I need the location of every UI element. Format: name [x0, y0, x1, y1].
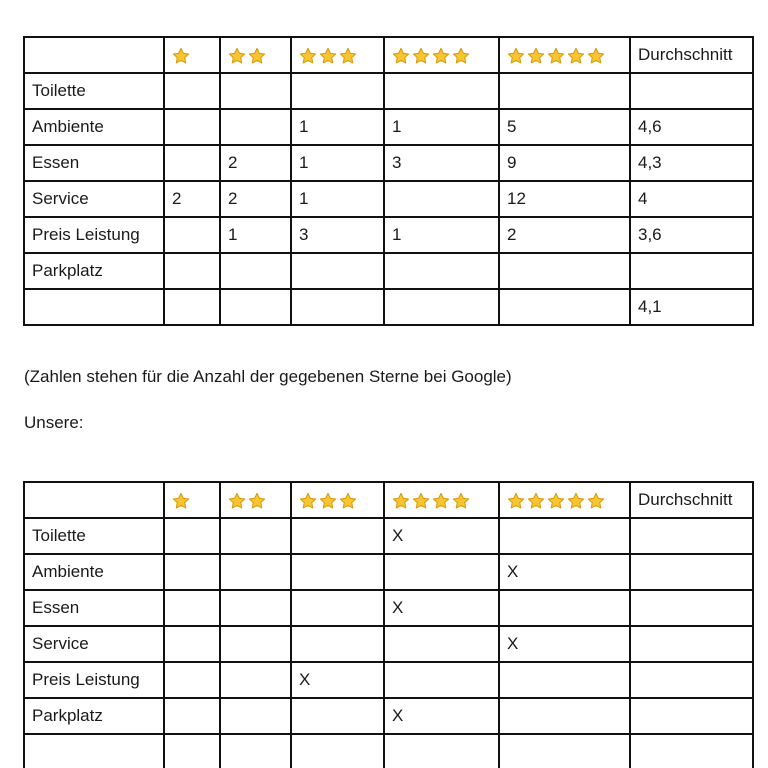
star-icon [547, 47, 565, 65]
rating-cell-2-star: 1 [220, 217, 291, 253]
star-icon [299, 492, 317, 510]
header-row [24, 37, 753, 73]
star-icon [412, 47, 430, 65]
rating-cell-4-star: 3 [384, 145, 499, 181]
rating-cell-1-star [164, 289, 220, 325]
row-label [24, 734, 164, 768]
star-icon [567, 492, 585, 510]
rating-cell-4-star: 1 [384, 109, 499, 145]
rating-cell-3-star [291, 253, 384, 289]
table-row [24, 698, 753, 734]
rating-cell-5-star: 9 [499, 145, 630, 181]
rating-cell-3-star: 1 [291, 145, 384, 181]
star-icon [527, 47, 545, 65]
rating-cell-4-star: 1 [384, 217, 499, 253]
star-icon [248, 492, 266, 510]
table-row [24, 626, 753, 662]
star-icon [547, 492, 565, 510]
average-cell: 3,6 [630, 217, 753, 253]
rating-cell-3-star [291, 734, 384, 768]
average-cell [630, 662, 753, 698]
header-stars-2 [220, 37, 291, 73]
average-cell [630, 518, 753, 554]
star-icon [339, 47, 357, 65]
rating-cell-5-star [499, 590, 630, 626]
header-stars-4 [384, 37, 499, 73]
star-icon [452, 492, 470, 510]
row-label: Ambiente [24, 109, 164, 145]
header-stars-4 [384, 482, 499, 518]
rating-cell-4-star [384, 289, 499, 325]
rating-cell-2-star [220, 554, 291, 590]
table-row [24, 289, 753, 325]
rating-cell-5-star: 12 [499, 181, 630, 217]
rating-cell-2-star [220, 662, 291, 698]
rating-cell-2-star [220, 590, 291, 626]
star-icon [319, 47, 337, 65]
average-cell [630, 554, 753, 590]
rating-cell-4-star [384, 181, 499, 217]
average-cell: 4,1 [630, 289, 753, 325]
star-icon [319, 492, 337, 510]
star-icon [507, 47, 525, 65]
rating-cell-3-star: 3 [291, 217, 384, 253]
star-icon [299, 47, 317, 65]
star-icon [432, 47, 450, 65]
rating-cell-5-star [499, 289, 630, 325]
rating-cell-4-star: X [384, 698, 499, 734]
star-icon [587, 492, 605, 510]
rating-cell-4-star [384, 554, 499, 590]
star-icon [248, 47, 266, 65]
average-cell [630, 626, 753, 662]
rating-cell-5-star [499, 518, 630, 554]
header-average-label: Durchschnitt [630, 37, 753, 73]
explanation-note: (Zahlen stehen für die Anzahl der gegebenen Sterne bei Google) [24, 367, 512, 386]
ours-heading: Unsere: [24, 413, 84, 432]
average-cell [630, 698, 753, 734]
average-cell: 4,3 [630, 145, 753, 181]
rating-cell-1-star [164, 554, 220, 590]
table-row [24, 109, 753, 145]
rating-cell-3-star [291, 289, 384, 325]
rating-cell-1-star [164, 734, 220, 768]
google-ratings-table [23, 36, 754, 326]
rating-cell-3-star [291, 626, 384, 662]
row-label: Parkplatz [24, 253, 164, 289]
row-label: Preis Leistung [24, 217, 164, 253]
rating-cell-3-star: X [291, 662, 384, 698]
average-cell [630, 73, 753, 109]
rating-cell-1-star [164, 145, 220, 181]
star-icon [172, 492, 190, 510]
average-cell: 4,6 [630, 109, 753, 145]
row-label: Ambiente [24, 554, 164, 590]
table-row [24, 73, 753, 109]
star-icon [507, 492, 525, 510]
row-label: Toilette [24, 73, 164, 109]
star-icon [432, 492, 450, 510]
rating-cell-4-star [384, 626, 499, 662]
rating-cell-2-star: 2 [220, 145, 291, 181]
rating-cell-1-star [164, 590, 220, 626]
star-icon [392, 492, 410, 510]
average-cell [630, 734, 753, 768]
row-label: Essen [24, 590, 164, 626]
average-cell [630, 253, 753, 289]
header-stars-2 [220, 482, 291, 518]
row-label: Service [24, 626, 164, 662]
table-row [24, 518, 753, 554]
row-label: Parkplatz [24, 698, 164, 734]
rating-cell-5-star: X [499, 554, 630, 590]
header-stars-5 [499, 37, 630, 73]
row-label: Essen [24, 145, 164, 181]
rating-cell-2-star [220, 698, 291, 734]
row-label: Service [24, 181, 164, 217]
header-empty-cell [24, 37, 164, 73]
rating-cell-5-star: X [499, 626, 630, 662]
rating-cell-3-star [291, 518, 384, 554]
rating-cell-1-star [164, 253, 220, 289]
table-row [24, 217, 753, 253]
row-label: Toilette [24, 518, 164, 554]
rating-cell-4-star: X [384, 518, 499, 554]
rating-cell-5-star [499, 73, 630, 109]
header-stars-1 [164, 37, 220, 73]
rating-cell-3-star [291, 554, 384, 590]
table-row [24, 554, 753, 590]
star-icon [567, 47, 585, 65]
rating-cell-5-star [499, 734, 630, 768]
header-average-label: Durchschnitt [630, 482, 753, 518]
header-row [24, 482, 753, 518]
rating-cell-1-star [164, 73, 220, 109]
rating-cell-4-star [384, 734, 499, 768]
rating-cell-2-star [220, 734, 291, 768]
rating-cell-5-star [499, 253, 630, 289]
table-row [24, 253, 753, 289]
star-icon [339, 492, 357, 510]
rating-cell-3-star: 1 [291, 181, 384, 217]
table-row [24, 590, 753, 626]
row-label [24, 289, 164, 325]
rating-cell-4-star [384, 662, 499, 698]
rating-cell-2-star [220, 73, 291, 109]
star-icon [452, 47, 470, 65]
rating-cell-1-star [164, 109, 220, 145]
table-row [24, 734, 753, 768]
table-row [24, 662, 753, 698]
table-row [24, 145, 753, 181]
rating-cell-2-star [220, 626, 291, 662]
rating-cell-3-star: 1 [291, 109, 384, 145]
rating-cell-1-star [164, 662, 220, 698]
star-icon [172, 47, 190, 65]
rating-cell-2-star [220, 109, 291, 145]
row-label: Preis Leistung [24, 662, 164, 698]
header-stars-3 [291, 482, 384, 518]
rating-cell-4-star: X [384, 590, 499, 626]
rating-cell-1-star [164, 217, 220, 253]
rating-cell-4-star [384, 73, 499, 109]
rating-cell-1-star [164, 626, 220, 662]
rating-cell-2-star [220, 518, 291, 554]
rating-cell-3-star [291, 590, 384, 626]
star-icon [392, 47, 410, 65]
rating-cell-5-star [499, 662, 630, 698]
rating-cell-5-star [499, 698, 630, 734]
own-ratings-table [23, 481, 754, 768]
rating-cell-1-star: 2 [164, 181, 220, 217]
header-stars-5 [499, 482, 630, 518]
rating-cell-1-star [164, 698, 220, 734]
rating-cell-2-star [220, 253, 291, 289]
star-icon [228, 492, 246, 510]
rating-cell-4-star [384, 253, 499, 289]
average-cell: 4 [630, 181, 753, 217]
star-icon [587, 47, 605, 65]
header-empty-cell [24, 482, 164, 518]
rating-cell-2-star [220, 289, 291, 325]
header-stars-3 [291, 37, 384, 73]
rating-cell-1-star [164, 518, 220, 554]
star-icon [527, 492, 545, 510]
rating-cell-3-star [291, 698, 384, 734]
average-cell [630, 590, 753, 626]
star-icon [228, 47, 246, 65]
rating-cell-5-star: 5 [499, 109, 630, 145]
rating-cell-2-star: 2 [220, 181, 291, 217]
table-row [24, 181, 753, 217]
rating-cell-3-star [291, 73, 384, 109]
star-icon [412, 492, 430, 510]
header-stars-1 [164, 482, 220, 518]
rating-cell-5-star: 2 [499, 217, 630, 253]
